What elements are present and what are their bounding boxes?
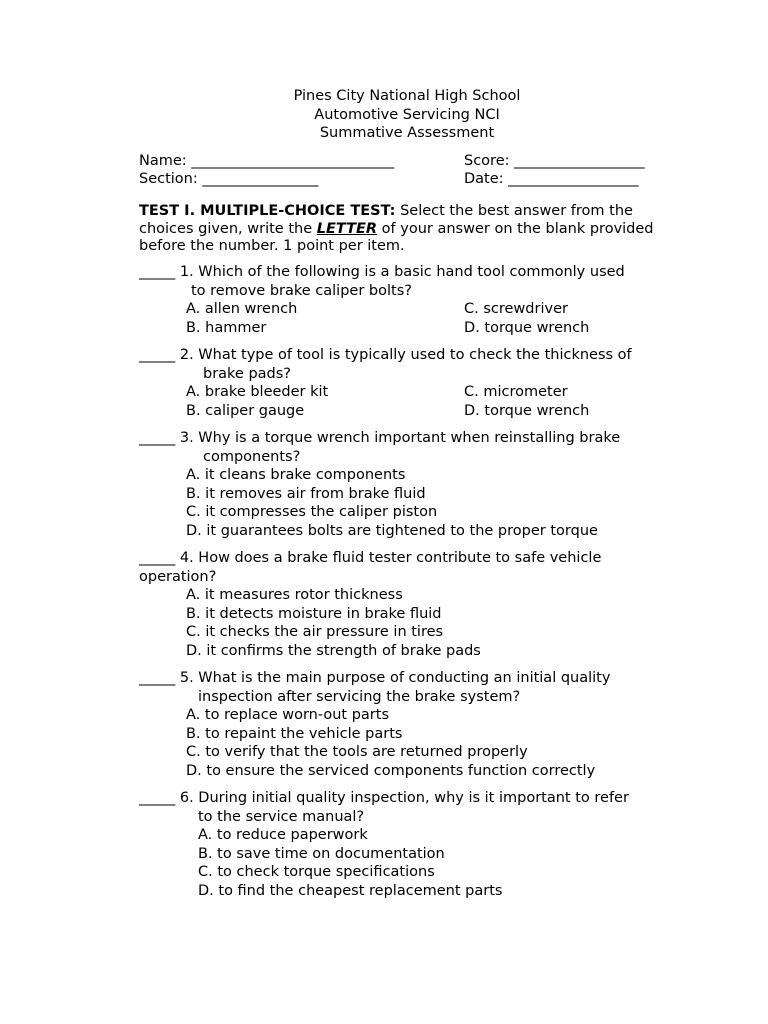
letter-emphasis: LETTER	[316, 220, 378, 237]
question-stem: _____ 3. Why is a torque wrench important when reinstalling brake	[139, 430, 621, 446]
question-stem: _____ 6. During initial quality inspection, why is it important to refer	[139, 790, 629, 806]
option-d: D. it guarantees bolts are tightened to the proper torque	[186, 522, 598, 539]
assessment-title: Summative Assessment	[319, 125, 495, 141]
option-b: B. caliper gauge	[186, 402, 305, 419]
option-a: A. it measures rotor thickness	[186, 587, 403, 603]
option-a: A. brake bleeder kit	[186, 384, 329, 400]
question-stem-continued: components?	[203, 448, 301, 465]
question-6	[139, 789, 679, 900]
option-d: D. torque wrench	[464, 319, 590, 336]
option-b: B. it removes air from brake fluid	[186, 485, 426, 502]
question-stem: _____ 2. What type of tool is typically used to check the thickness of	[139, 347, 632, 363]
option-a: A. allen wrench	[186, 301, 298, 317]
score-field: Score: __________________	[464, 153, 645, 169]
option-c: C. it checks the air pressure in tires	[186, 624, 444, 640]
question-stem-continued: to remove brake caliper bolts?	[191, 282, 412, 299]
question-stem-continued: operation?	[139, 568, 217, 585]
option-c: C. screwdriver	[464, 301, 568, 317]
option-a: A. to reduce paperwork	[198, 827, 368, 843]
option-d: D. it confirms the strength of brake pads	[186, 642, 481, 659]
instruction-text-1: Select the best answer from the choices given, write the	[139, 203, 633, 237]
document-header	[0, 87, 768, 143]
option-a: A. to replace worn-out parts	[186, 707, 390, 723]
option-b: B. hammer	[186, 319, 267, 336]
date-field: Date: __________________	[464, 171, 639, 187]
option-b: B. to save time on documentation	[198, 845, 445, 862]
option-c: C. it compresses the caliper piston	[186, 504, 438, 520]
question-5	[139, 669, 679, 780]
name-field: Name: ____________________________	[139, 153, 395, 169]
subject-title: Automotive Servicing NCI	[314, 106, 500, 123]
question-stem-continued: to the service manual?	[198, 808, 365, 825]
option-b: B. it detects moisture in brake fluid	[186, 605, 442, 622]
section-field: Section: ________________	[139, 171, 319, 187]
question-stem: _____ 1. Which of the following is a basic hand tool commonly used	[139, 264, 625, 280]
question-2	[139, 346, 679, 420]
option-b: B. to repaint the vehicle parts	[186, 725, 403, 742]
option-c: C. to check torque specifications	[198, 864, 435, 880]
test-title: TEST I. MULTIPLE-CHOICE TEST:	[139, 203, 396, 219]
question-stem-continued: brake pads?	[203, 365, 292, 382]
question-1	[139, 263, 679, 337]
option-a: A. it cleans brake components	[186, 467, 406, 483]
school-name: Pines City National High School	[293, 88, 521, 104]
question-3	[139, 429, 679, 540]
question-4	[139, 549, 679, 660]
question-stem: _____ 5. What is the main purpose of conducting an initial quality	[139, 670, 611, 686]
option-d: D. to find the cheapest replacement parts	[198, 882, 503, 899]
option-c: C. to verify that the tools are returned properly	[186, 744, 528, 760]
option-c: C. micrometer	[464, 384, 568, 400]
instruction-text-2: of your answer on the blank provided before the number. 1 point per item.	[139, 220, 654, 254]
option-d: D. torque wrench	[464, 402, 590, 419]
student-info	[139, 152, 645, 188]
question-stem: _____ 4. How does a brake fluid tester contribute to safe vehicle	[139, 550, 602, 566]
option-d: D. to ensure the serviced components function correctly	[186, 762, 596, 779]
question-stem-continued: inspection after servicing the brake system?	[198, 688, 521, 705]
test-instructions	[139, 203, 679, 256]
